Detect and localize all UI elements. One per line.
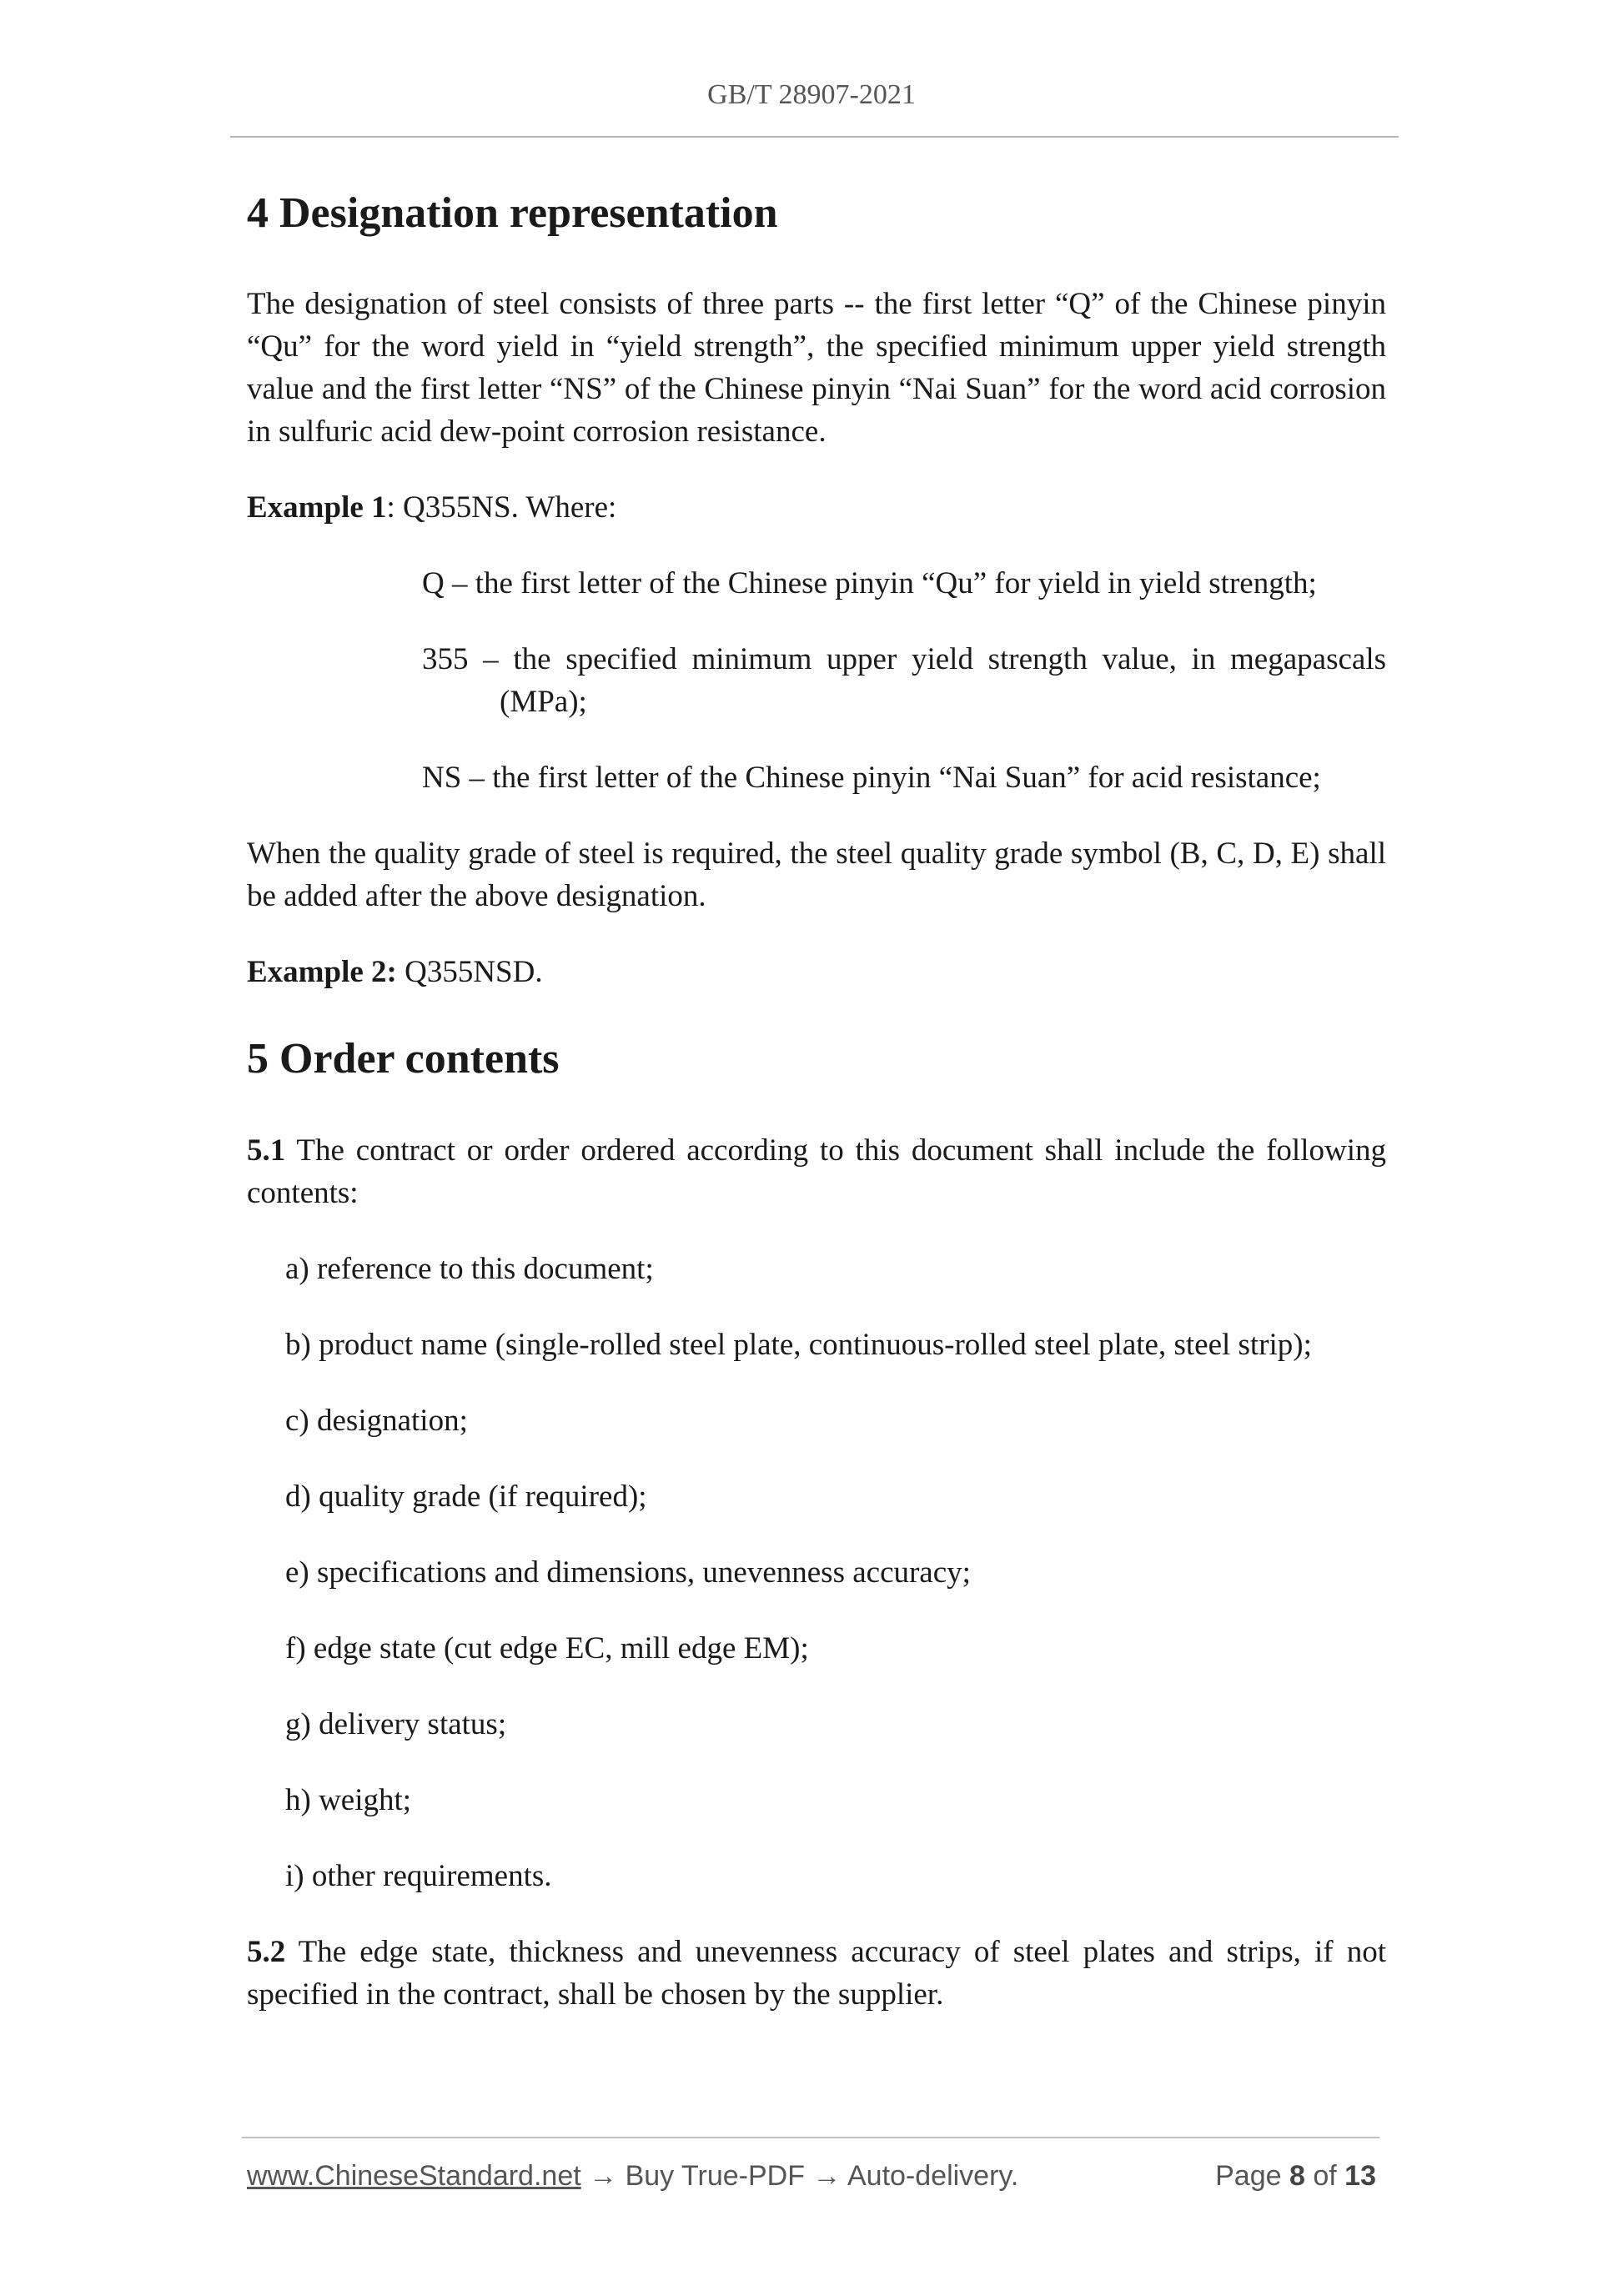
footer-divider — [242, 2137, 1379, 2138]
example-1-label: Example 1 — [247, 490, 387, 525]
list-item: i) other requirements. — [285, 1858, 552, 1893]
clause-5-1-number: 5.1 — [247, 1133, 286, 1168]
page-content — [247, 188, 1386, 2016]
current-page-number: 8 — [1289, 2160, 1305, 2192]
list-item: d) quality grade (if required); — [285, 1479, 647, 1514]
page-label: Page — [1215, 2160, 1282, 2192]
section-4-heading: 4 Designation representation — [247, 189, 778, 237]
footer-tagline: → Buy True-PDF → Auto-delivery. — [580, 2160, 1019, 2192]
clause-5-1-text: The contract or order ordered according to this document shall include the following contents: — [247, 1133, 1386, 1210]
example-2 — [247, 951, 1386, 993]
list-item: h) weight; — [285, 1782, 412, 1817]
list-item: g) delivery status; — [285, 1706, 507, 1741]
clause-5-2-text: The edge state, thickness and unevenness accuracy of steel plates and strips, if not specified in the contract, shall be chosen by the supplier. — [247, 1934, 1386, 2012]
clause-5-2 — [247, 1931, 1386, 2016]
list-item: f) edge state (cut edge EC, mill edge EM); — [285, 1630, 809, 1665]
list-item: c) designation; — [285, 1403, 468, 1438]
list-item: e) specifications and dimensions, unevenness accuracy; — [285, 1555, 971, 1590]
definition-355: 355 – the specified minimum upper yield strength value, in megapascals (MPa); — [422, 642, 1386, 720]
page-footer — [247, 2160, 1376, 2193]
header-divider — [230, 136, 1399, 138]
document-header-title: GB/T 28907-2021 — [707, 79, 916, 110]
definition-q: Q – the first letter of the Chinese pinyin “Qu” for yield in yield strength; — [422, 566, 1317, 601]
example-2-text: Q355NSD. — [396, 955, 543, 990]
section-5-heading: 5 Order contents — [247, 1035, 560, 1083]
website-link[interactable]: www.ChineseStandard.net — [247, 2160, 581, 2192]
clause-5-1 — [247, 1129, 1386, 1214]
example-1-text: : Q355NS. Where: — [386, 490, 617, 525]
list-item: b) product name (single-rolled steel plate, continuous-rolled steel plate, steel strip); — [285, 1327, 1312, 1362]
list-item: a) reference to this document; — [285, 1251, 654, 1286]
page-indicator — [1215, 2160, 1376, 2193]
page-of-label: of — [1313, 2160, 1337, 2192]
example-1 — [247, 486, 1386, 529]
designation-paragraph: The designation of steel consists of three parts -- the first letter “Q” of the Chinese pinyin “Qu” for the word yield in “yield strength”, the specified minimum upper yield strength value and the first letter “NS” of the Chinese pinyin “Nai Suan” for the word acid corrosion in sulfuric acid dew-point corrosion resistance. — [247, 287, 1386, 450]
clause-5-2-number: 5.2 — [247, 1934, 286, 1969]
example-2-label: Example 2: — [247, 955, 397, 990]
quality-grade-paragraph: When the quality grade of steel is required, the steel quality grade symbol (B, C, D, E) shall be added after the above designation. — [247, 837, 1386, 914]
total-pages-number: 13 — [1344, 2160, 1376, 2192]
definition-ns: NS – the first letter of the Chinese pinyin “Nai Suan” for acid resistance; — [422, 761, 1321, 796]
